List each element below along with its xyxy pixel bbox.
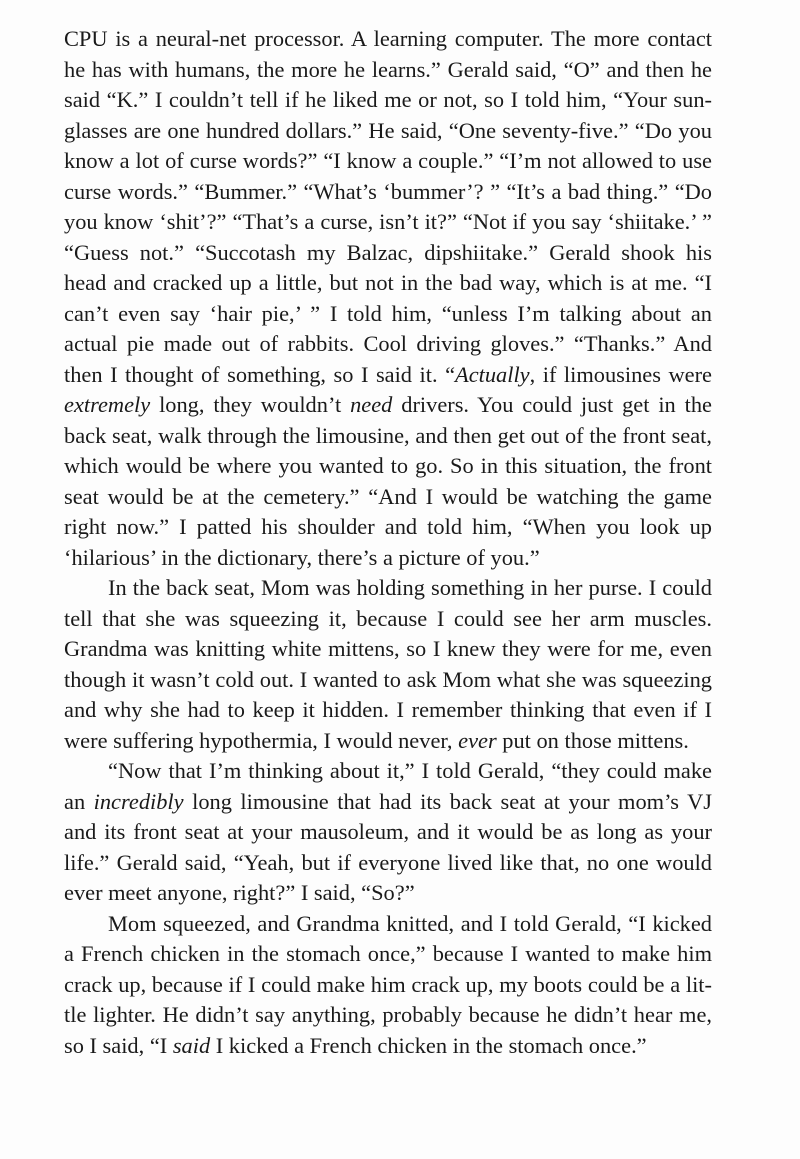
body-text: [64, 24, 712, 1061]
text-segment-italic: need: [350, 392, 393, 417]
text-segment: In the back seat, Mom was holding something in her purse. I could tell that she was squeezing it, because I could see her arm muscles. Grandma was knitting white mittens, so I knew they were for me, even though it wasn’t cold out. I wanted to ask Mom what she was squeezing and why she had to keep it hidden. I remember thinking that even if I were suffering hypothermia, I would never,: [64, 575, 712, 753]
text-segment: long limousine that had its back seat at your mom’s VJ and its front seat at your mausoleum, and it would be as long as your life.” Gerald said, “Yeah, but if everyone lived like that, no one would ever meet anyone, right?” I said, “So?”: [64, 788, 712, 905]
paragraph-2: [64, 573, 712, 756]
text-segment: I kicked a French chicken in the stomach once.”: [210, 1032, 647, 1058]
text-segment-italic: ever: [458, 727, 497, 753]
text-segment: , if limousines were: [529, 361, 712, 387]
text-segment: put on those mittens.: [496, 727, 689, 753]
paragraph-3: [64, 756, 712, 909]
text-segment-italic: incredibly: [93, 788, 184, 814]
text-segment-italic: Actually: [455, 361, 530, 387]
text-segment: “Now that I’m thinking about it,” I told Gerald, “they could make an: [64, 758, 712, 814]
text-segment: long, they wouldn’t: [150, 392, 351, 417]
text-segment: drivers. You could just get in the back seat, walk through the limousine, and then get out of the front seat, which would be where you wanted to go. So in this situation, the front seat would be at the cemetery.” “And I would be watching the game right now.” I patted his shoulder and told him, “When you look up ‘hilarious’ in the dictionary, there’s a picture of you.”: [64, 392, 712, 570]
paragraph-1: [64, 24, 712, 573]
text-segment: CPU is a neural-net processor. A learning computer. The more contact he has with humans, the more he learns.” Gerald said, “O” and then he said “K.” I couldn’t tell if he liked me or not, so I told him, “Your sunglasses are one hundred dollars.” He said, “One seventy-five.” “Do you know a lot of curse words?” “I know a couple.” “I’m not allowed to use curse words.” “Bummer.” “What’s ‘bummer’? ” “It’s a bad thing.” “Do you know ‘shit’?” “That’s a curse, isn’t it?” “Not if you say ‘shiitake.’ ” “Guess not.” “Succotash my Balzac, dipshiitake.” Gerald shook his head and cracked up a little, but not in the bad way, which is at me. “I can’t even say ‘hair pie,’ ” I told him, “unless I’m talking about an actual pie made out of rabbits. Cool driving gloves.” “Thanks.” And then I thought of something, so I said it. “: [64, 26, 712, 387]
paragraph-4: [64, 909, 712, 1062]
text-segment-italic: said: [172, 1032, 211, 1058]
text-segment: Mom squeezed, and Grandma knitted, and I told Gerald, “I kicked a French chicken in the stomach once,” because I wanted to make him crack up, because if I could make him crack up, my boots could be a little lighter. He didn’t say anything, probably because he didn’t hear me, so I said, “I: [64, 910, 712, 1058]
text-segment-italic: extremely: [64, 392, 151, 417]
